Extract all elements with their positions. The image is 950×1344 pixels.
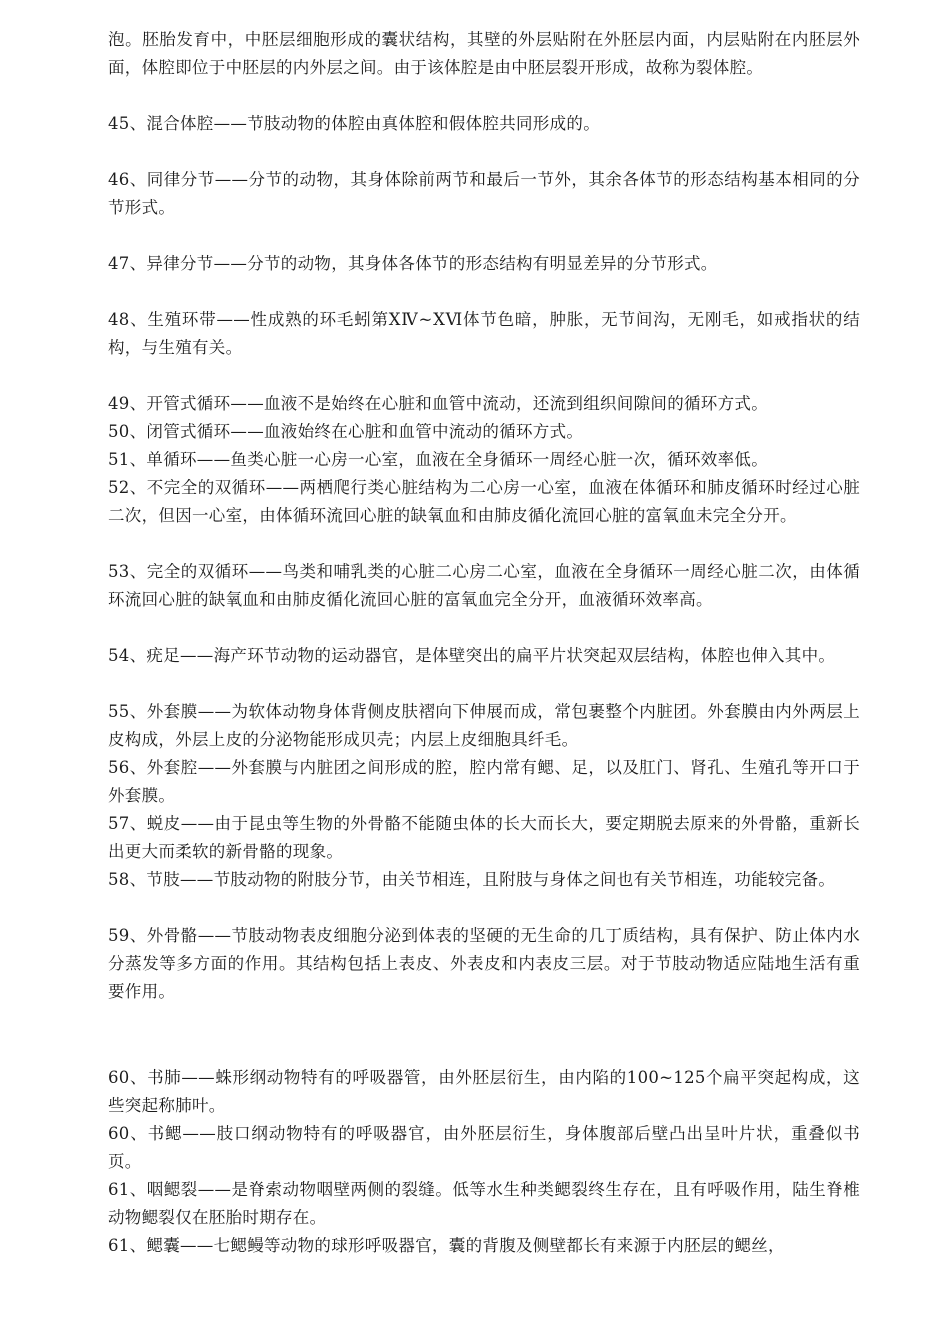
entry-53: 53、完全的双循环——鸟类和哺乳类的心脏二心房二心室，血液在全身循环一周经心脏二次，由体循环流回心脏的缺氧血和由肺皮循化流回心脏的富氧血完全分开，血液循环效率高。 [108, 562, 860, 609]
entry-61-gill-sac: 61、鳃囊——七鳃鳗等动物的球形呼吸器官，囊的背腹及侧壁都长有来源于内胚层的鳃丝， [108, 1236, 785, 1255]
entry-59: 59、外骨骼——节肢动物表皮细胞分泌到体表的坚硬的无生命的几丁质结构，具有保护、防止体内水分蒸发等多方面的作用。其结构包括上表皮、外表皮和内表皮三层。对于节肢动物适应陆地生活有重要作用。 [108, 926, 860, 1001]
entry-51: 51、单循环——鱼类心脏一心房一心室，血液在全身循环一周经心脏一次，循环效率低。 [108, 450, 768, 469]
entry-48: 48、生殖环带——性成熟的环毛蚓第ⅩⅣ~ⅩⅥ体节色暗，肿胀，无节间沟，无刚毛，如戒指状的结构，与生殖有关。 [108, 310, 860, 357]
entry-55: 55、外套膜——为软体动物身体背侧皮肤褶向下伸展而成，常包裹整个内脏团。外套膜由内外两层上皮构成，外层上皮的分泌物能形成贝壳；内层上皮细胞具纤毛。 [108, 702, 860, 749]
entry-52: 52、不完全的双循环——两栖爬行类心脏结构为二心房一心室，血液在体循环和肺皮循环时经过心脏二次，但因一心室，由体循环流回心脏的缺氧血和由肺皮循化流回心脏的富氧血未完全分开。 [108, 478, 860, 525]
entry-54: 54、疣足——海产环节动物的运动器官，是体壁突出的扁平片状突起双层结构，体腔也伸入其中。 [108, 646, 836, 665]
entry-56: 56、外套腔——外套膜与内脏团之间形成的腔，腔内常有鳃、足，以及肛门、肾孔、生殖孔等开口于外套膜。 [108, 758, 860, 805]
entry-45: 45、混合体腔——节肢动物的体腔由真体腔和假体腔共同形成的。 [108, 114, 600, 133]
entry-46: 46、同律分节——分节的动物，其身体除前两节和最后一节外，其余各体节的形态结构基本相同的分节形式。 [108, 170, 860, 217]
entry-58: 58、节肢——节肢动物的附肢分节，由关节相连，且附肢与身体之间也有关节相连，功能较完备。 [108, 870, 836, 889]
entry-60-book-gill: 60、书鳃——肢口纲动物特有的呼吸器官，由外胚层衍生，身体腹部后壁凸出呈叶片状，重叠似书页。 [108, 1124, 860, 1171]
entry-50: 50、闭管式循环——血液始终在心脏和血管中流动的循环方式。 [108, 422, 584, 441]
entry-47: 47、异律分节——分节的动物，其身体各体节的形态结构有明显差异的分节形式。 [108, 254, 718, 273]
entry-61-pharyngeal-slit: 61、咽鳃裂——是脊索动物咽壁两侧的裂缝。低等水生种类鳃裂终生存在，且有呼吸作用，陆生脊椎动物鳃裂仅在胚胎时期存在。 [108, 1180, 860, 1227]
entry-44-continuation: 泡。胚胎发育中，中胚层细胞形成的囊状结构，其壁的外层贴附在外胚层内面，内层贴附在内胚层外面，体腔即位于中胚层的内外层之间。由于该体腔是由中胚层裂开形成，故称为裂体腔。 [108, 30, 860, 77]
entry-57: 57、蜕皮——由于昆虫等生物的外骨骼不能随虫体的长大而长大，要定期脱去原来的外骨骼，重新长出更大而柔软的新骨骼的现象。 [108, 814, 860, 861]
entry-60-book-lung: 60、书肺——蛛形纲动物特有的呼吸器管，由外胚层衍生，由内陷的100~125个扁平突起构成，这些突起称肺叶。 [108, 1068, 860, 1115]
entry-49: 49、开管式循环——血液不是始终在心脏和血管中流动，还流到组织间隙间的循环方式。 [108, 394, 768, 413]
